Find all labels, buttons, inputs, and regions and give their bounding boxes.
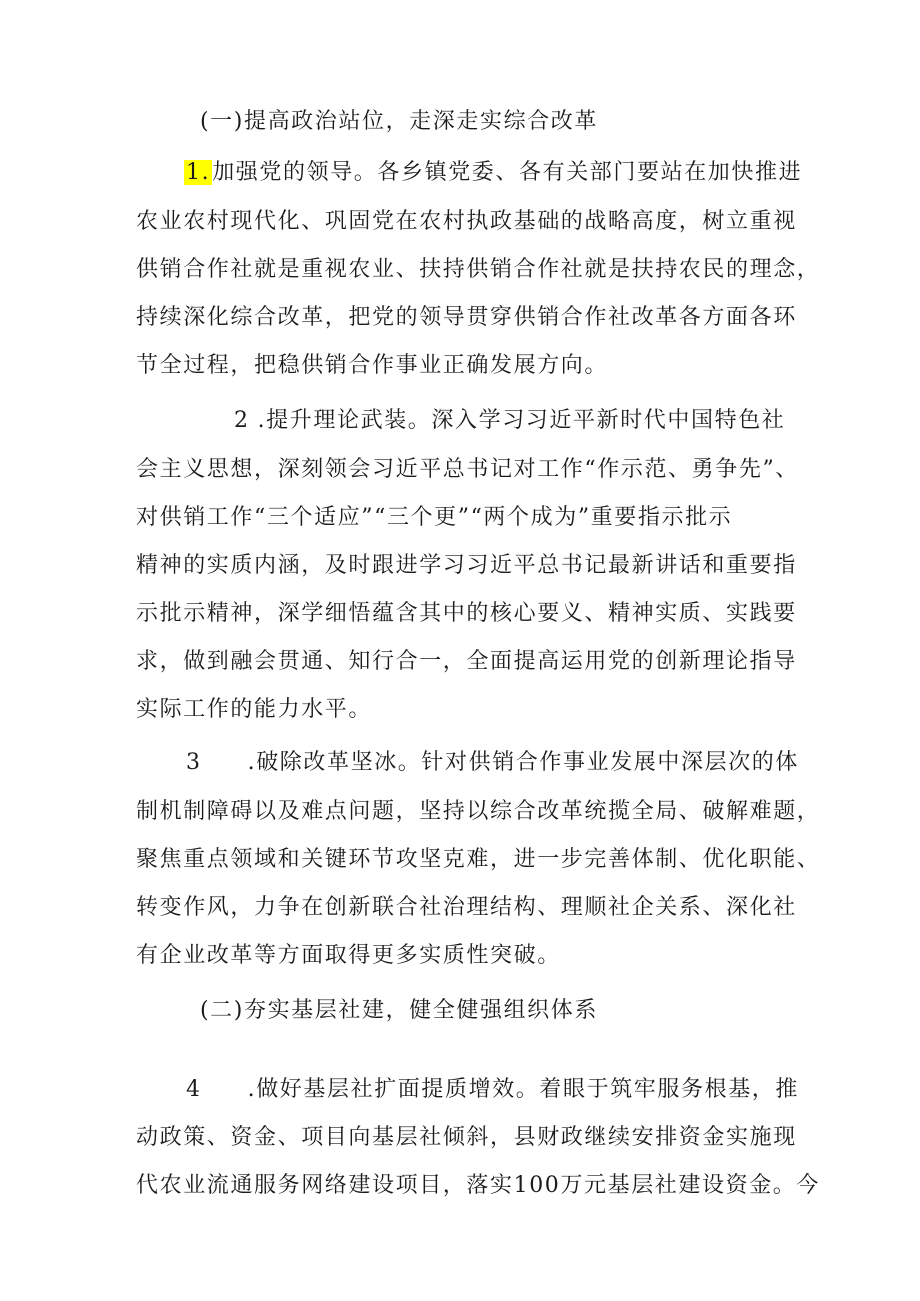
- item-1-line-5: 节全过程，把稳供销合作事业正确发展方向。: [136, 353, 609, 378]
- item-3-text: .破除改革坚冰。针对供销合作事业发展中深层次的体: [247, 750, 800, 775]
- item-4-line-2: 动政策、资金、项目向基层社倾斜，县财政继续安排资金实施现: [136, 1125, 797, 1150]
- item-4-line-1: [186, 1075, 799, 1105]
- item-2-line-5: 示批示精神，深学细悟蕴含其中的核心要义、精神实质、实践要: [136, 601, 797, 626]
- section-1-heading: (一)提高政治站位，走深走实综合改革: [200, 109, 598, 134]
- item-2-line-4: 精神的实质内涵，及时跟进学习习近平总书记最新讲话和重要指: [136, 553, 797, 578]
- item-3-line-1: [186, 748, 799, 778]
- item-3-line-2: 制机制障碍以及难点问题，坚持以综合改革统揽全局、破解难题，: [136, 799, 821, 824]
- item-2-line-2: 会主义思想，深刻领会习近平总书记对工作“作示范、勇争先”、: [136, 457, 799, 482]
- item-3-line-4: 转变作风，力争在创新联合社治理结构、理顺社企关系、深化社: [136, 895, 797, 920]
- item-4-text: .做好基层社扩面提质增效。着眼于筑牢服务根基，推: [247, 1077, 800, 1102]
- item-4-number: 4: [186, 1077, 202, 1102]
- item-3-line-5: 有企业改革等方面取得更多实质性突破。: [136, 943, 561, 968]
- item-3-line-3: 聚焦重点领域和关键环节攻坚克难，进一步完善体制、优化职能、: [136, 847, 821, 872]
- item-1-line-4: 持续深化综合改革，把党的领导贯穿供销合作社改革各方面各环: [136, 305, 797, 330]
- item-1-text: 加强党的领导。各乡镇党委、各有关部门要站在加快推进: [212, 160, 803, 185]
- item-2-number: 2: [234, 408, 250, 433]
- item-3-number: 3: [186, 750, 202, 775]
- item-2-line-6: 求，做到融会贯通、知行合一，全面提高运用党的创新理论指导: [136, 649, 797, 674]
- item-1-line-2: 农业农村现代化、巩固党在农村执政基础的战略高度，树立重视: [136, 209, 797, 234]
- item-4-line-3: 代农业流通服务网络建设项目，落实100万元基层社建设资金。今: [136, 1173, 820, 1198]
- item-1-line-3: 供销合作社就是重视农业、扶持供销合作社就是扶持农民的理念，: [136, 257, 821, 282]
- highlighted-number: 1.: [186, 160, 211, 185]
- item-2-line-3: 对供销工作“三个适应”“三个更”“两个成为”重要指示批示: [136, 505, 733, 530]
- item-2-line-7: 实际工作的能力水平。: [136, 697, 373, 722]
- section-2-heading: (二)夯实基层社建，健全健强组织体系: [200, 998, 598, 1023]
- item-1-line-1: [184, 158, 802, 188]
- item-2-line-1: [234, 406, 785, 436]
- item-2-text: .提升理论武装。深入学习习近平新时代中国特色社: [257, 408, 786, 433]
